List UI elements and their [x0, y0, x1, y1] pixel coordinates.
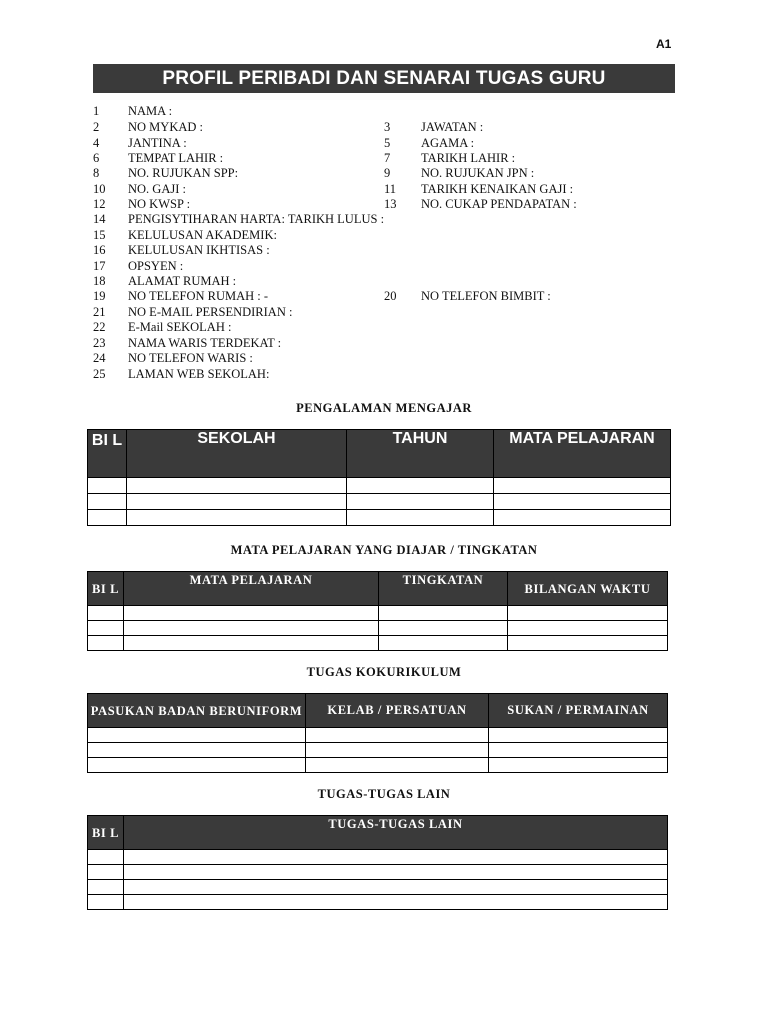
field-number: 7 [384, 151, 391, 165]
table-row [88, 895, 668, 910]
field-kelulusan-ikhtisas: KELULUSAN IKHTISAS : [128, 243, 270, 257]
field-opsyen: OPSYEN : [128, 259, 184, 273]
field-number: 10 [93, 182, 106, 196]
field-number: 13 [384, 197, 397, 211]
table-row [88, 494, 671, 510]
table-cell[interactable] [124, 850, 668, 865]
table-row [88, 478, 671, 494]
field-number: 16 [93, 243, 106, 257]
header-tingkatan: TINGKATAN [379, 572, 508, 606]
header-mata-pelajaran: MATA PELAJARAN [124, 572, 379, 606]
field-telefon-waris: NO TELEFON WARIS : [128, 351, 253, 365]
table-cell[interactable] [124, 636, 379, 651]
field-nama: NAMA : [128, 104, 173, 118]
field-number: 20 [384, 289, 397, 303]
table-cell[interactable] [379, 621, 508, 636]
table-cell[interactable] [508, 606, 668, 621]
field-number: 18 [93, 274, 106, 288]
field-number: 8 [93, 166, 100, 180]
field-number: 4 [93, 136, 100, 150]
table-row [88, 728, 668, 743]
table-row [88, 880, 668, 895]
table-row [88, 758, 668, 773]
header-tugas-lain: TUGAS-TUGAS LAIN [124, 816, 668, 850]
header-tahun: TAHUN [347, 430, 494, 478]
table-cell[interactable] [494, 510, 671, 526]
field-jawatan: JAWATAN : [421, 120, 484, 134]
table-cell[interactable] [306, 743, 489, 758]
table-cell[interactable] [379, 636, 508, 651]
header-bilangan-waktu: BILANGAN WAKTU [508, 572, 668, 606]
table-cell[interactable] [124, 880, 668, 895]
field-number: 25 [93, 367, 106, 381]
field-mykad: NO MYKAD : [128, 120, 203, 134]
table-cell[interactable] [489, 758, 668, 773]
header-sekolah: SEKOLAH [127, 430, 347, 478]
field-number: 6 [93, 151, 100, 165]
document-code: A1 [656, 37, 672, 51]
table-cell[interactable] [508, 636, 668, 651]
table-cell[interactable] [127, 510, 347, 526]
table-row [88, 865, 668, 880]
page-title [93, 64, 675, 93]
field-number: 15 [93, 228, 106, 242]
header-sukan-permainan: SUKAN / PERMAINAN [489, 694, 668, 728]
table-cell[interactable] [127, 478, 347, 494]
field-number: 22 [93, 320, 106, 334]
table-row [88, 510, 671, 526]
field-email-sekolah: E-Mail SEKOLAH : [128, 320, 232, 334]
header-mata-pelajaran: MATA PELAJARAN [494, 430, 671, 478]
section-title-mata-pelajaran: MATA PELAJARAN YANG DIAJAR / TINGKATAN [230, 543, 538, 557]
table-cell[interactable] [124, 621, 379, 636]
field-number: 17 [93, 259, 106, 273]
page-title-text: PROFIL PERIBADI DAN SENARAI TUGAS GURU [162, 67, 606, 89]
table-cell[interactable] [88, 621, 124, 636]
header-bil: BI L [88, 572, 124, 606]
table-cell[interactable] [88, 606, 124, 621]
mata-pelajaran-table [87, 571, 668, 651]
pengalaman-table [87, 429, 671, 526]
field-number: 11 [384, 182, 397, 196]
field-number: 5 [384, 136, 391, 150]
table-cell[interactable] [489, 743, 668, 758]
table-cell[interactable] [88, 880, 124, 895]
field-number: 1 [93, 104, 100, 118]
table-cell[interactable] [88, 850, 124, 865]
table-cell[interactable] [127, 494, 347, 510]
field-telefon-bimbit: NO TELEFON BIMBIT : [421, 289, 551, 303]
table-cell[interactable] [88, 743, 306, 758]
field-number: 19 [93, 289, 106, 303]
table-row [88, 606, 668, 621]
header-bil: BI L [88, 430, 127, 478]
table-cell[interactable] [379, 606, 508, 621]
field-nama-waris: NAMA WARIS TERDEKAT : [128, 336, 282, 350]
table-cell[interactable] [88, 728, 306, 743]
table-cell[interactable] [88, 758, 306, 773]
table-cell[interactable] [489, 728, 668, 743]
kokurikulum-table [87, 693, 668, 773]
table-row [88, 850, 668, 865]
section-title-kokurikulum: TUGAS KOKURIKULUM [306, 665, 462, 679]
table-cell[interactable] [88, 478, 127, 494]
table-cell[interactable] [508, 621, 668, 636]
header-bil: BI L [88, 816, 124, 850]
table-row [88, 743, 668, 758]
header-kelab-persatuan: KELAB / PERSATUAN [306, 694, 489, 728]
field-jantina: JANTINA : [128, 136, 187, 150]
table-cell[interactable] [88, 895, 124, 910]
header-pasukan-beruniform: PASUKAN BADAN BERUNIFORM [88, 694, 306, 728]
field-cukai-pendapatan: NO. CUKAP PENDAPATAN : [421, 197, 577, 211]
table-cell[interactable] [494, 494, 671, 510]
table-cell[interactable] [306, 758, 489, 773]
field-number: 3 [384, 120, 391, 134]
section-title-pengalaman: PENGALAMAN MENGAJAR [296, 401, 472, 415]
section-title-tugas-lain: TUGAS-TUGAS LAIN [317, 787, 451, 801]
table-cell[interactable] [88, 494, 127, 510]
table-cell[interactable] [347, 494, 494, 510]
field-pengisytiharan-harta: PENGISYTIHARAN HARTA: TARIKH LULUS : [128, 212, 385, 226]
field-number: 12 [93, 197, 106, 211]
field-number: 9 [384, 166, 391, 180]
field-number: 2 [93, 120, 100, 134]
field-number: 14 [93, 212, 106, 226]
table-cell[interactable] [124, 606, 379, 621]
table-cell[interactable] [347, 510, 494, 526]
table-row [88, 636, 668, 651]
table-cell[interactable] [494, 478, 671, 494]
field-kelulusan-akademik: KELULUSAN AKADEMIK: [128, 228, 277, 242]
field-tarikh-lahir: TARIKH LAHIR : [421, 151, 516, 165]
table-cell[interactable] [124, 895, 668, 910]
table-cell[interactable] [347, 478, 494, 494]
field-laman-web: LAMAN WEB SEKOLAH: [128, 367, 270, 381]
field-number: 24 [93, 351, 106, 365]
field-telefon-rumah: NO TELEFON RUMAH : - [128, 289, 269, 303]
field-no-gaji: NO. GAJI : [128, 182, 186, 196]
field-kwsp: NO KWSP : [128, 197, 191, 211]
table-cell[interactable] [124, 865, 668, 880]
field-tempat-lahir: TEMPAT LAHIR : [128, 151, 224, 165]
field-rujukan-spp: NO. RUJUKAN SPP: [128, 166, 239, 180]
table-cell[interactable] [306, 728, 489, 743]
tugas-lain-table [87, 815, 668, 910]
table-cell[interactable] [88, 636, 124, 651]
table-row [88, 621, 668, 636]
field-tarikh-kenaikan-gaji: TARIKH KENAIKAN GAJI : [421, 182, 574, 196]
field-rujukan-jpn: NO. RUJUKAN JPN : [421, 166, 535, 180]
field-number: 21 [93, 305, 106, 319]
field-email-persendirian: NO E-MAIL PERSENDIRIAN : [128, 305, 293, 319]
table-cell[interactable] [88, 865, 124, 880]
field-number: 23 [93, 336, 106, 350]
field-agama: AGAMA : [421, 136, 475, 150]
table-cell[interactable] [88, 510, 127, 526]
field-alamat-rumah: ALAMAT RUMAH : [128, 274, 237, 288]
